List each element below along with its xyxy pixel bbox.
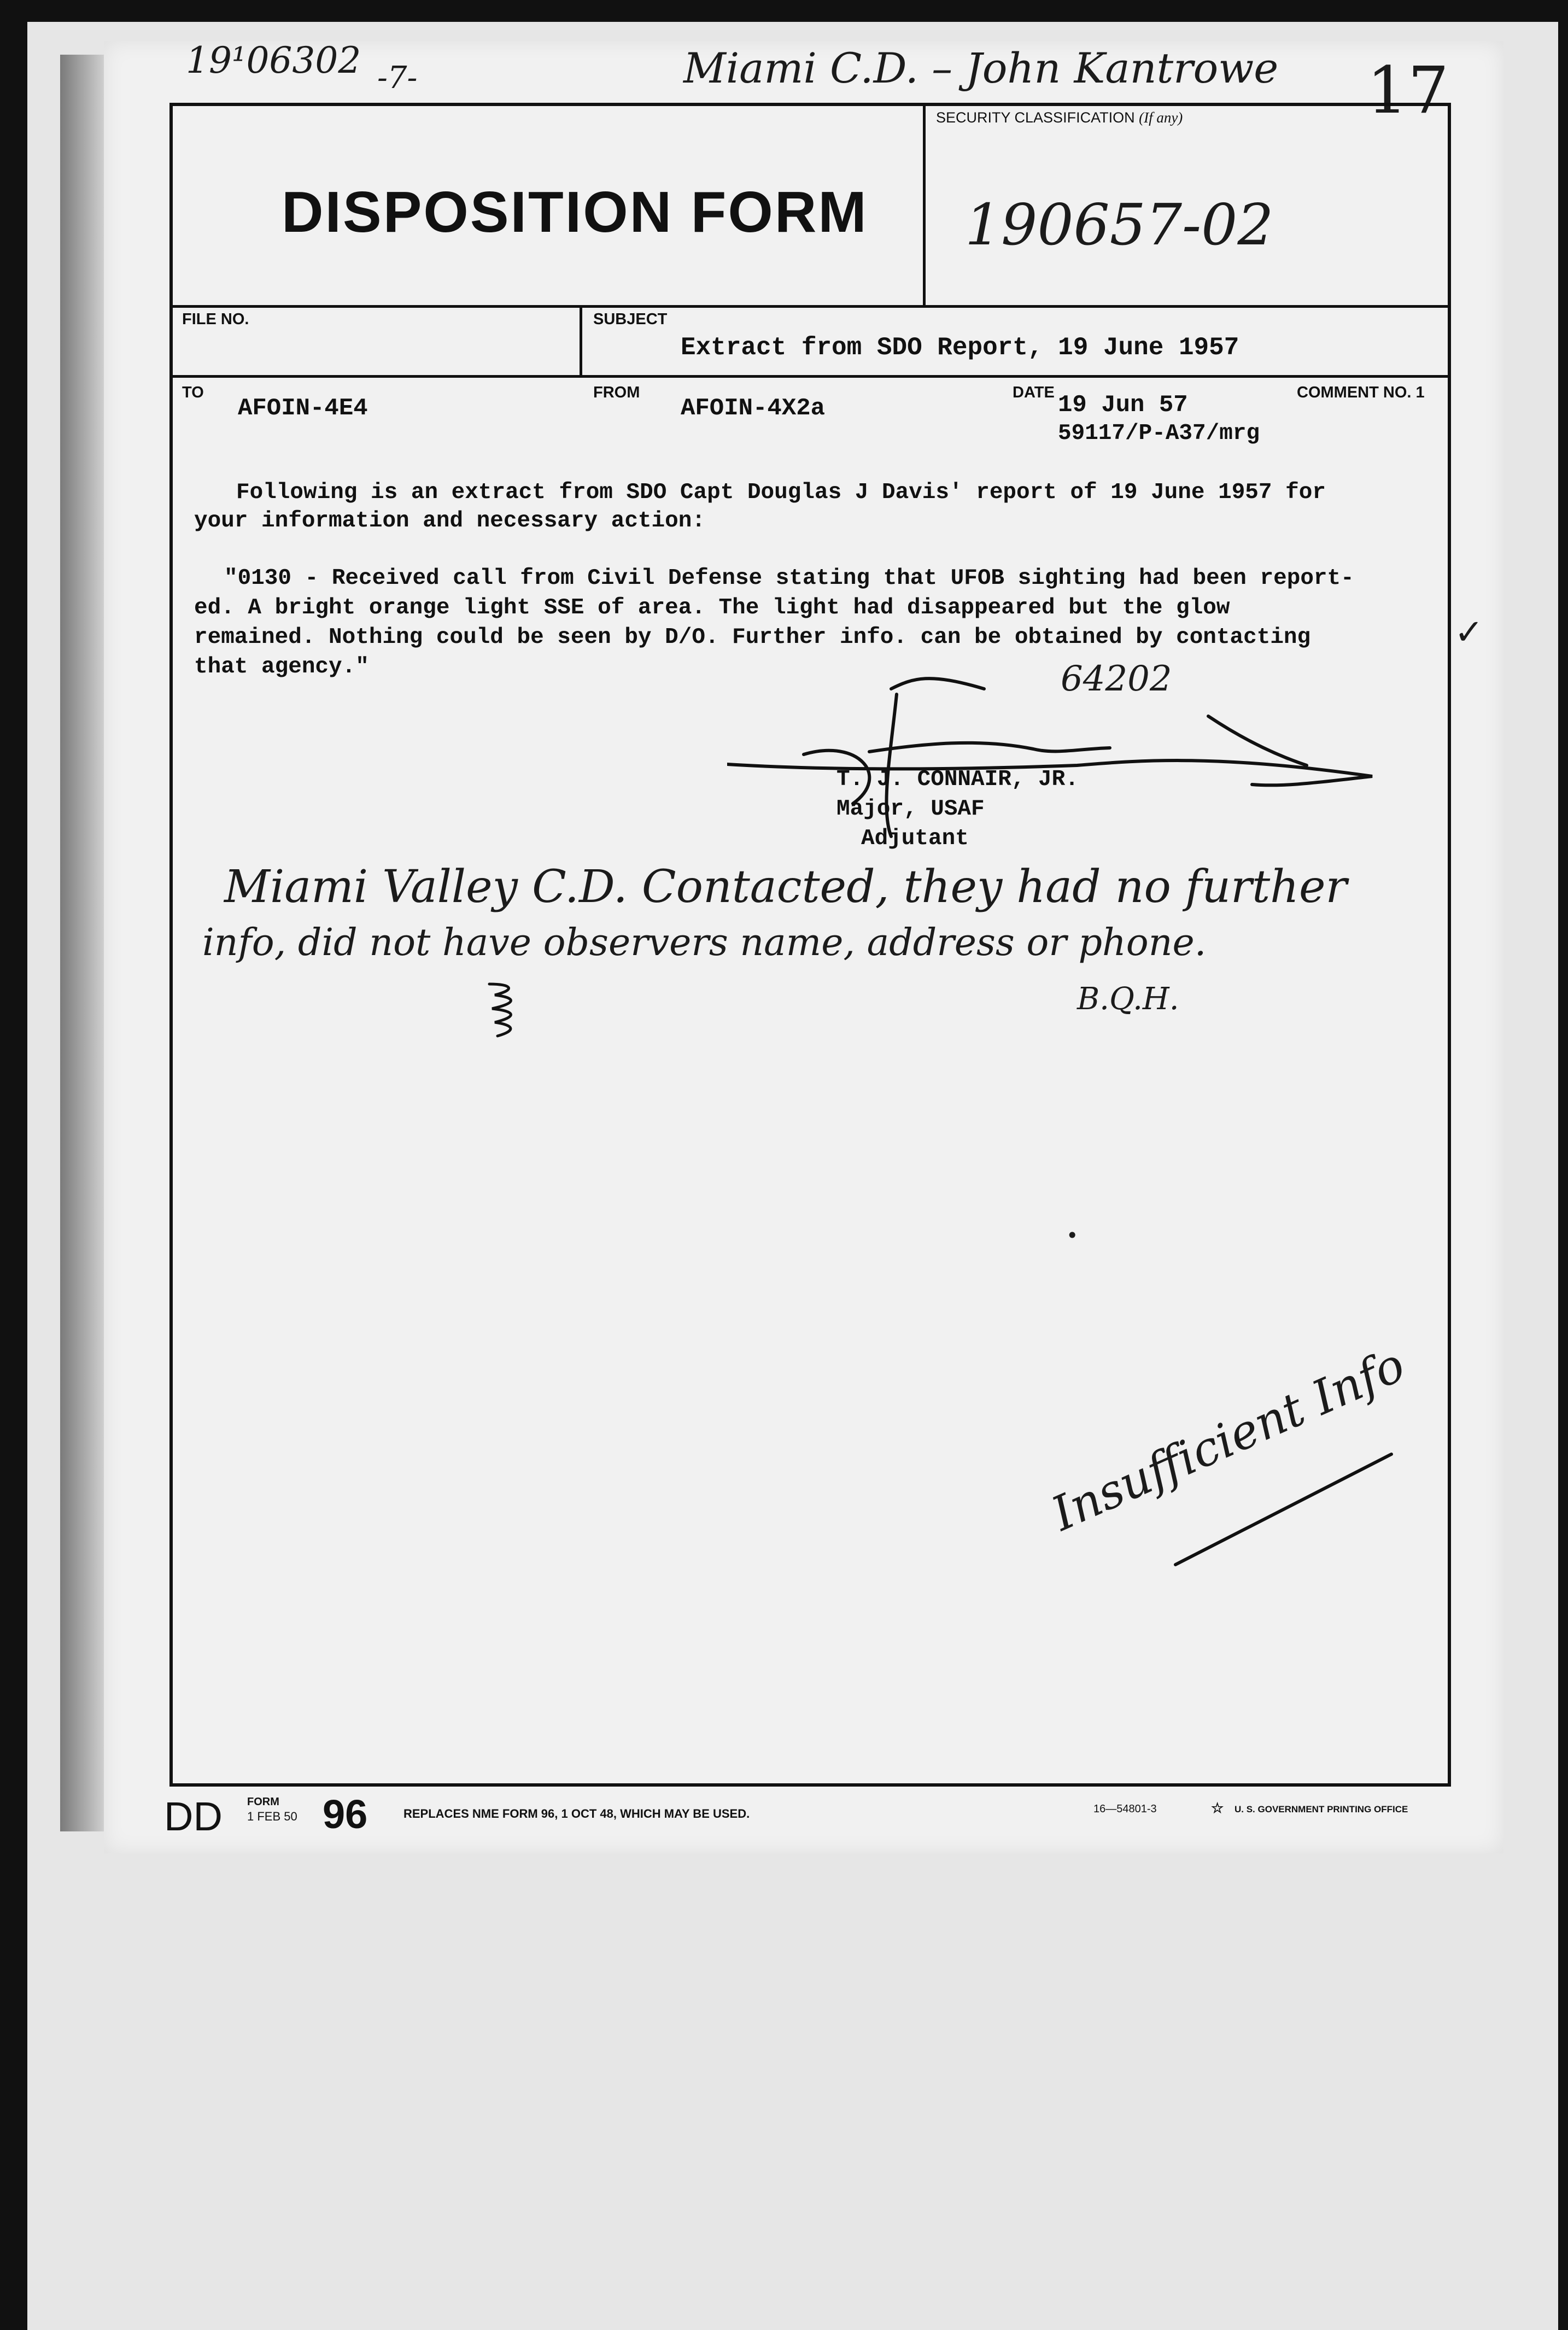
body-quote-line-3: remained. Nothing could be seen by D/O. Further info. can be obtained by contacting: [194, 625, 1311, 650]
security-classification-label: [936, 109, 1183, 126]
to-label: TO: [182, 384, 204, 401]
from-value: AFOIN-4X2a: [681, 395, 826, 422]
form-prefix-dd: DD: [164, 1794, 223, 1839]
date-label: DATE: [1013, 384, 1055, 401]
subject-value: Extract from SDO Report, 19 June 1957: [681, 333, 1239, 362]
form-date: 1 FEB 50: [247, 1810, 297, 1823]
printing-office-star-icon: ☆: [1211, 1800, 1224, 1816]
form-word: FORM: [247, 1796, 279, 1808]
file-subject-divider: [580, 305, 582, 377]
from-label: FROM: [593, 384, 640, 401]
body-intro-line-2: your information and necessary action:: [194, 508, 705, 534]
handwritten-followup-line-1: Miami Valley C.D. Contacted, they had no further: [224, 861, 1347, 913]
handwritten-number-note: 64202: [1061, 659, 1172, 699]
header-bottom-rule: [169, 305, 1451, 308]
handwritten-initials: B.Q.H.: [1077, 981, 1179, 1017]
security-classification-value: 190657-02: [965, 191, 1274, 258]
form-print-code: 16—54801-3: [1093, 1803, 1157, 1815]
security-classification-hint: (If any): [1139, 109, 1183, 126]
subject-label: SUBJECT: [593, 311, 668, 328]
reference-value: 59117/P-A37/mrg: [1058, 421, 1260, 446]
margin-check-mark: ✓: [1454, 612, 1484, 653]
header-divider: [923, 103, 926, 308]
form-number: 96: [323, 1792, 368, 1837]
handwritten-dash-seven: -7-: [377, 60, 418, 96]
signatory-rank: Major, USAF: [836, 797, 985, 822]
handwritten-miami-cd-note: Miami C.D. – John Kantrowe: [683, 44, 1279, 92]
printing-office-label: U. S. GOVERNMENT PRINTING OFFICE: [1234, 1804, 1408, 1814]
page-edge-shadow: [60, 55, 104, 1831]
handwritten-date-time-group: 19¹06302: [186, 39, 361, 81]
handwritten-page-number: 17: [1367, 52, 1449, 128]
security-classification-label-text: SECURITY CLASSIFICATION: [936, 109, 1135, 126]
body-quote-line-4: that agency.": [194, 654, 369, 680]
stray-dot-mark: •: [1066, 1223, 1079, 1248]
file-no-label: FILE NO.: [182, 311, 249, 328]
handwritten-followup-line-2: info, did not have observers name, address or phone.: [202, 921, 1207, 964]
signatory-title: Adjutant: [861, 826, 969, 851]
handwritten-insufficient-info: Insufficient Info: [1044, 1337, 1413, 1542]
signatory-name: T. J. CONNAIR, JR.: [836, 767, 1079, 792]
date-value: 19 Jun 57: [1058, 391, 1188, 419]
signature-scrawl: [727, 672, 1394, 858]
subject-bottom-rule: [169, 375, 1451, 378]
insufficient-info-underline: [1170, 1443, 1400, 1574]
body-intro-line-1: Following is an extract from SDO Capt Douglas J Davis' report of 19 June 1957 for: [236, 480, 1326, 505]
comment-number-label: COMMENT NO. 1: [1297, 384, 1425, 401]
body-quote-line-1: "0130 - Received call from Civil Defense stating that UFOB sighting had been report-: [224, 566, 1354, 591]
to-value: AFOIN-4E4: [238, 395, 368, 422]
body-quote-line-2: ed. A bright orange light SSE of area. The light had disappeared but the glow: [194, 595, 1230, 620]
form-replaces-note: REPLACES NME FORM 96, 1 OCT 48, WHICH MAY BE USED.: [403, 1807, 750, 1820]
form-title: DISPOSITION FORM: [282, 180, 868, 244]
handwritten-squiggle: [484, 979, 528, 1039]
